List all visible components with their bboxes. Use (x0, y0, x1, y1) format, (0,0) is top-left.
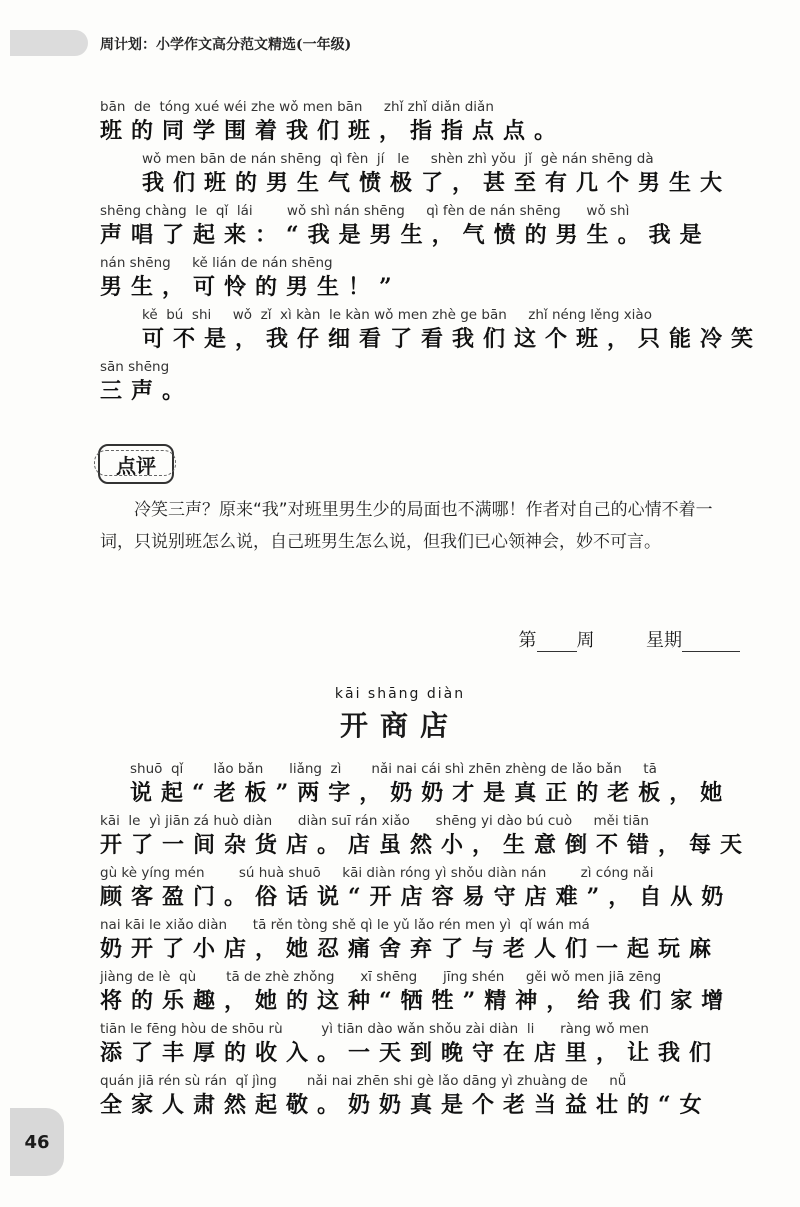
pinyin-line: quán jiā rén sù rán qǐ jìng nǎi nai zhēn shi gè lǎo dāng yì zhuàng de nǚ (100, 1073, 627, 1089)
text-line (100, 760, 740, 808)
text-line (100, 98, 740, 146)
pinyin-line: nai kāi le xiǎo diàn tā rěn tòng shě qì le yǔ lǎo rén men yì qǐ wán má (100, 917, 590, 933)
week-prefix: 第 (518, 630, 537, 651)
week-suffix: 周 (576, 630, 595, 651)
pinyin-line: sān shēng (100, 359, 170, 375)
chinese-line: 开了一间杂货店。店虽然小，生意倒不错，每天 (100, 832, 752, 858)
running-header: 周计划：小学作文高分范文精选(一年级) (100, 37, 352, 53)
text-line (100, 306, 763, 354)
weekday-blank[interactable] (682, 633, 740, 652)
text-line (100, 1020, 740, 1068)
week-line (519, 626, 740, 652)
week-blank[interactable] (537, 633, 577, 652)
chinese-line: 添了丰厚的收入。一天到晚守在店里，让我们 (100, 1040, 721, 1066)
text-line (100, 916, 740, 964)
pinyin-line: bān de tóng xué wéi zhe wǒ men bān zhǐ zhǐ diǎn diǎn (100, 99, 494, 115)
text-line (100, 812, 752, 860)
chinese-line: 说起“老板”两字，奶奶才是真正的老板，她 (130, 780, 732, 806)
text-line (100, 202, 740, 250)
pinyin-line: shēng chàng le qǐ lái wǒ shì nán shēng qì fèn de nán shēng wǒ shì (100, 203, 630, 219)
comment-text: 冷笑三声？原来“我”对班里男生少的局面也不满哪！作者对自己的心情不着一词，只说别班怎么说，自己班男生怎么说，但我们已心领神会，妙不可言。 (100, 500, 713, 552)
text-line (100, 358, 740, 406)
pinyin-line: gù kè yíng mén sú huà shuō kāi diàn róng yì shǒu diàn nán zì cóng nǎi (100, 865, 654, 881)
story-title: 开商店 (339, 709, 460, 742)
pinyin-line: jiàng de lè qù tā de zhè zhǒng xī shēng jīng shén gěi wǒ men jiā zēng (100, 969, 662, 985)
top-passage (100, 98, 763, 410)
pinyin-line: tiān le fēng hòu de shōu rù yì tiān dào wǎn shǒu zài diàn li ràng wǒ men (100, 1021, 649, 1037)
chinese-line: 奶开了小店，她忍痛舍弃了与老人们一起玩麻 (100, 936, 721, 962)
chinese-line: 可不是，我仔细看了看我们这个班，只能冷笑 (142, 326, 763, 352)
chinese-line: 班的同学围着我们班，指指点点。 (100, 118, 566, 144)
chinese-line: 全家人肃然起敬。奶奶真是个老当益壮的“女 (100, 1092, 711, 1118)
text-line (100, 150, 740, 198)
pinyin-line: shuō qǐ lǎo bǎn liǎng zì nǎi nai cái shì zhēn zhèng de lǎo bǎn tā (130, 761, 657, 777)
title-pinyin: kāi shāng diàn (334, 686, 466, 702)
page-number: 46 (10, 1108, 64, 1176)
chinese-line: 将的乐趣，她的这种“牺牲”精神，给我们家增 (100, 988, 733, 1014)
chinese-line: 我们班的男生气愤极了，甚至有几个男生大 (142, 170, 732, 196)
header-tab (10, 30, 88, 56)
comment-badge: 点评 (98, 444, 174, 484)
chinese-line: 顾客盈门。俗话说“开店容易守店难”，自从奶 (100, 884, 733, 910)
text-line (100, 1072, 740, 1120)
pinyin-line: wǒ men bān de nán shēng qì fèn jí le shèn zhì yǒu jǐ gè nán shēng dà (142, 151, 654, 167)
weekday-label: 星期 (646, 630, 682, 651)
story-body (100, 760, 752, 1124)
chinese-line: 声唱了起来：“我是男生，气愤的男生。我是 (100, 222, 711, 248)
pinyin-line: nán shēng kě lián de nán shēng (100, 255, 333, 271)
text-line (100, 254, 740, 302)
text-line (100, 968, 740, 1016)
text-line (100, 864, 740, 912)
pinyin-line: kě bú shi wǒ zǐ xì kàn le kàn wǒ men zhè ge bān zhǐ néng lěng xiào (142, 307, 652, 323)
chinese-line: 三声。 (100, 378, 194, 404)
chinese-line: 男生，可怜的男生！” (100, 274, 401, 300)
pinyin-line: kāi le yì jiān zá huò diàn diàn suī rán xiǎo shēng yi dào bú cuò měi tiān (100, 813, 649, 829)
